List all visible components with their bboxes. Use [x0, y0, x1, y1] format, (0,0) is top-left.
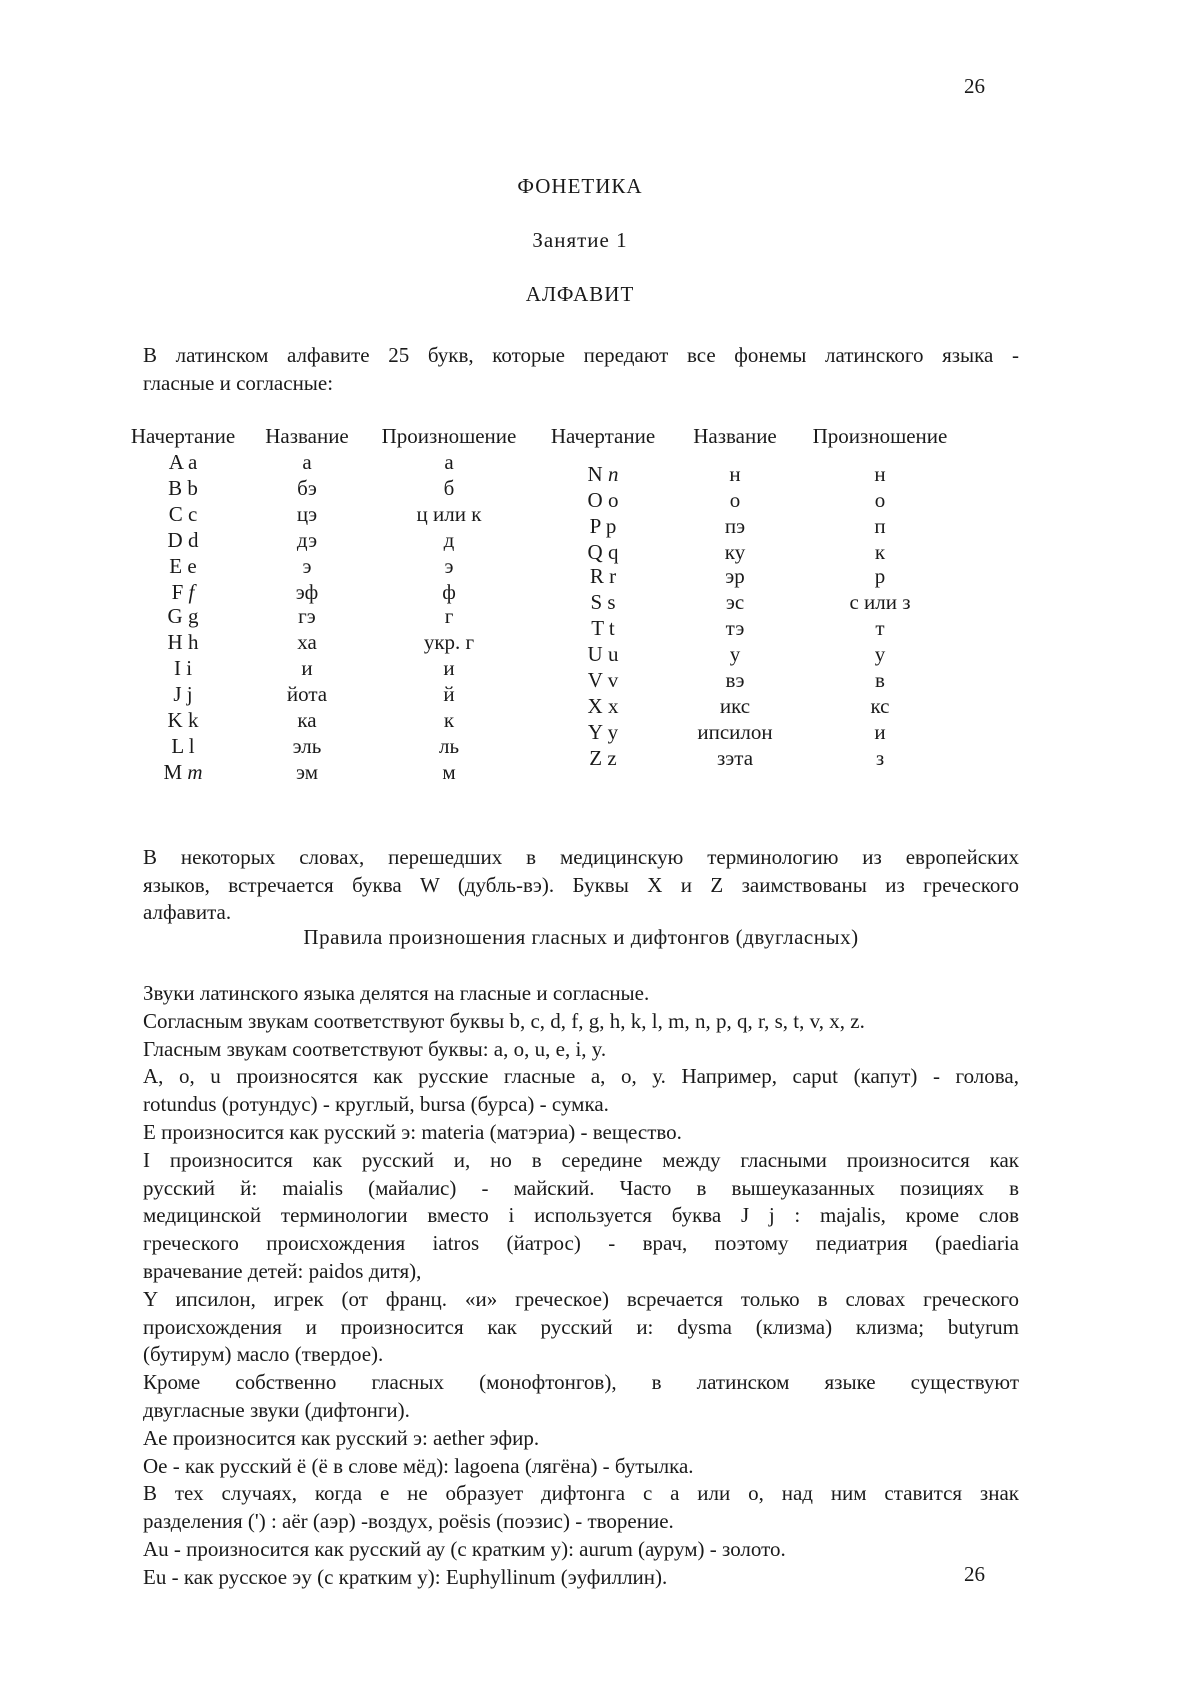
letter-name-cell: зэта [716, 746, 754, 770]
letter-cell [547, 642, 659, 666]
lowercase-letter: z [607, 746, 617, 770]
letter-cell [547, 746, 659, 770]
section-heading: АЛФАВИТ [525, 282, 635, 306]
body-line: Eu - как русское эу (с кратким у): Euphyllinum (эуфиллин). [143, 1564, 668, 1589]
letter-cell [547, 694, 659, 718]
uppercase-letter: O [587, 488, 603, 512]
letter-name-cell: ха [297, 630, 317, 654]
pronunciation-cell: ль [438, 734, 460, 758]
pronunciation-cell: и [874, 720, 886, 744]
lowercase-letter: m [187, 760, 203, 784]
letter-cell [547, 616, 659, 640]
page-number-bottom: 26 [964, 1562, 985, 1586]
body-line: (бутирум) масло (твердое). [143, 1342, 384, 1367]
col-header: Произношение [381, 424, 517, 448]
lowercase-letter: k [187, 708, 199, 732]
col-header: Произношение [812, 424, 948, 448]
body-line: Au - произносится как русский ау (с кратким у): aurum (аурум) - золото. [143, 1536, 786, 1561]
pronunciation-cell: д [443, 528, 455, 552]
uppercase-letter: N [587, 462, 603, 486]
pronunciation-cell: ф [442, 580, 456, 604]
intro-line: В латинском алфавите 25 букв, которые передают все фонемы латинского языка - [143, 343, 1019, 367]
pronunciation-cell: м [442, 760, 456, 784]
letter-name-cell: у [729, 642, 741, 666]
lowercase-letter: t [608, 616, 615, 640]
letter-cell [547, 564, 659, 588]
letter-cell [127, 580, 239, 604]
lowercase-letter: h [187, 630, 199, 654]
uppercase-letter: H [167, 630, 183, 654]
lowercase-letter: q [607, 540, 619, 564]
lowercase-letter: b [187, 476, 198, 500]
uppercase-letter: T [591, 616, 604, 640]
letter-name-cell: н [729, 462, 741, 486]
pronunciation-cell: о [874, 488, 886, 512]
body-line: русский й: maialis (майалис) - майский. Часто в вышеуказанных позициях в [143, 1175, 1019, 1200]
uppercase-letter: G [167, 604, 183, 628]
body-line: двугласные звуки (дифтонги). [143, 1397, 410, 1422]
uppercase-letter: B [168, 476, 183, 500]
letter-cell [547, 720, 659, 744]
letter-name-cell: пэ [724, 514, 746, 538]
body-line: Oe - как русский ё (ё в слове мёд): lagoena (лягёна) - бутылка. [143, 1453, 694, 1478]
letter-name-cell: а [302, 450, 312, 474]
note-paragraph [143, 844, 1019, 927]
body-line: происхождения и произносится как русский и: dysma (клизма) клизма; butyrum [143, 1314, 1019, 1339]
note-line: алфавита. [143, 900, 232, 924]
uppercase-letter: L [171, 734, 184, 758]
pronunciation-cell: укр. г [423, 630, 475, 654]
letter-cell [127, 554, 239, 578]
letter-name-cell: ку [724, 540, 746, 564]
uppercase-letter: P [589, 514, 601, 538]
lowercase-letter: x [607, 694, 619, 718]
lowercase-letter: d [187, 528, 199, 552]
page-title: ФОНЕТИКА [517, 174, 643, 198]
pronunciation-cell: р [874, 564, 886, 588]
pronunciation-cell: в [875, 668, 885, 692]
uppercase-letter: S [590, 590, 603, 614]
lowercase-letter: o [607, 488, 619, 512]
letter-name-cell: ипсилон [697, 720, 773, 744]
letter-name-cell: ка [297, 708, 317, 732]
pronunciation-cell: ц или к [416, 502, 482, 526]
body-line: Гласным звукам соответствуют буквы: a, o, u, e, i, y. [143, 1036, 607, 1061]
rules-heading: Правила произношения гласных и дифтонгов (двугласных) [303, 925, 859, 949]
letter-cell [127, 656, 239, 680]
lowercase-letter: p [605, 514, 617, 538]
pronunciation-cell: й [443, 682, 455, 706]
letter-cell [547, 540, 659, 564]
col-header: Начертание [130, 424, 236, 448]
col-header: Название [265, 424, 349, 448]
lowercase-letter: v [607, 668, 619, 692]
pronunciation-cell: кс [870, 694, 890, 718]
pronunciation-cell: к [874, 540, 886, 564]
uppercase-letter: I [173, 656, 181, 680]
note-line: В некоторых словах, перешедших в медицинскую терминологию из европейских [143, 845, 1019, 869]
body-line: врачевание детей: paidos дитя), [143, 1258, 422, 1283]
lowercase-letter: l [188, 734, 195, 758]
pronunciation-cell: с или з [849, 590, 911, 614]
pronunciation-cell: п [874, 514, 886, 538]
uppercase-letter: A [168, 450, 183, 474]
lesson-heading: Занятие 1 [532, 228, 628, 252]
letter-name-cell: эр [725, 564, 745, 588]
letter-cell [127, 734, 239, 758]
uppercase-letter: V [587, 668, 603, 692]
lowercase-letter: y [607, 720, 619, 744]
pronunciation-cell: у [874, 642, 886, 666]
letter-name-cell: тэ [725, 616, 745, 640]
page-number-top: 26 [964, 74, 985, 98]
uppercase-letter: E [169, 554, 183, 578]
letter-cell [127, 528, 239, 552]
body-line: rotundus (ротундус) - круглый, bursa (бурса) - сумка. [143, 1092, 609, 1117]
body-line: греческого происхождения iatros (йатрос) - врач, поэтому педиатрия (paediaria [143, 1231, 1019, 1256]
letter-name-cell: бэ [297, 476, 317, 500]
intro-paragraph [143, 342, 1019, 397]
letter-cell [547, 488, 659, 512]
pronunciation-cell: б [443, 476, 455, 500]
lowercase-letter: s [607, 590, 616, 614]
uppercase-letter: K [167, 708, 183, 732]
pronunciation-cell: т [875, 616, 885, 640]
letter-cell [127, 708, 239, 732]
letter-name-cell: дэ [296, 528, 318, 552]
pronunciation-cell: н [874, 462, 886, 486]
uppercase-letter: U [587, 642, 603, 666]
body-line: A, o, u произносятся как русские гласные а, о, у. Например, caput (капут) - голова, [143, 1064, 1019, 1089]
body-line: В тех случаях, когда е не образует дифтонга с а или о, над ним ставится знак [143, 1481, 1019, 1506]
uppercase-letter: Y [587, 720, 603, 744]
letter-name-cell: о [729, 488, 741, 512]
letter-name-cell: э [302, 554, 312, 578]
letter-name-cell: икс [719, 694, 751, 718]
letter-name-cell: гэ [298, 604, 316, 628]
letter-cell [127, 450, 239, 474]
letter-name-cell: цэ [296, 502, 318, 526]
letter-cell [547, 462, 659, 486]
letter-name-cell: эм [295, 760, 319, 784]
body-line: Y ипсилон, игрек (от франц. «и» греческое) всречается только в словах греческого [143, 1286, 1019, 1311]
letter-cell [547, 668, 659, 692]
lowercase-letter: c [187, 502, 198, 526]
pronunciation-cell: а [444, 450, 454, 474]
pronunciation-cell: э [444, 554, 454, 578]
rules-body [143, 980, 1019, 1592]
uppercase-letter: C [168, 502, 183, 526]
letter-cell [127, 476, 239, 500]
body-line: медицинской терминологии вместо i используется буква J j : majalis, кроме слов [143, 1203, 1019, 1228]
lowercase-letter: n [607, 462, 619, 486]
letter-name-cell: и [301, 656, 313, 680]
uppercase-letter: Q [587, 540, 603, 564]
uppercase-letter: X [587, 694, 603, 718]
lowercase-letter: e [187, 554, 197, 578]
intro-line: гласные и согласные: [143, 370, 334, 395]
uppercase-letter: F [171, 580, 184, 604]
col-header: Название [693, 424, 777, 448]
body-line: E произносится как русский э: materia (матэриа) - вещество. [143, 1119, 682, 1144]
note-line: языков, встречается буква W (дубль-вэ). Буквы X и Z заимствованы из греческого [143, 872, 1019, 897]
pronunciation-cell: к [443, 708, 455, 732]
letter-cell [127, 502, 239, 526]
lowercase-letter: a [187, 450, 198, 474]
letter-cell [127, 682, 239, 706]
letter-name-cell: вэ [725, 668, 745, 692]
letter-name-cell: йота [286, 682, 328, 706]
lowercase-letter: i [186, 656, 193, 680]
uppercase-letter: M [163, 760, 183, 784]
letter-name-cell: эф [295, 580, 319, 604]
lowercase-letter: g [187, 604, 199, 628]
letter-cell [127, 604, 239, 628]
letter-name-cell: эс [725, 590, 745, 614]
letter-cell [547, 514, 659, 538]
uppercase-letter: Z [589, 746, 603, 770]
col-header: Начертание [550, 424, 656, 448]
uppercase-letter: J [173, 682, 182, 706]
letter-cell [127, 630, 239, 654]
body-line: разделения (') : aёr (аэр) -воздух, poёsis (поэзис) - творение. [143, 1509, 674, 1534]
body-line: Звуки латинского языка делятся на гласные и согласные. [143, 981, 650, 1005]
letter-cell [547, 590, 659, 614]
uppercase-letter: D [167, 528, 183, 552]
pronunciation-cell: и [443, 656, 455, 680]
letter-cell [127, 760, 239, 784]
pronunciation-cell: г [444, 604, 454, 628]
lowercase-letter: f [188, 580, 195, 604]
uppercase-letter: R [589, 564, 604, 588]
letter-name-cell: эль [292, 734, 322, 758]
pronunciation-cell: з [875, 746, 885, 770]
body-line: Ae произносится как русский э: aether эфир. [143, 1425, 540, 1450]
body-line: I произносится как русский и, но в середине между гласными произносится как [143, 1147, 1019, 1172]
body-line: Согласным звукам соответствуют буквы b, c, d, f, g, h, k, l, m, n, p, q, r, s, t, v, x, z. [143, 1008, 865, 1033]
lowercase-letter: r [609, 564, 617, 588]
lowercase-letter: u [607, 642, 619, 666]
lowercase-letter: j [186, 682, 193, 706]
body-line: Кроме собственно гласных (монофтонгов), в латинском языке существуют [143, 1370, 1019, 1395]
